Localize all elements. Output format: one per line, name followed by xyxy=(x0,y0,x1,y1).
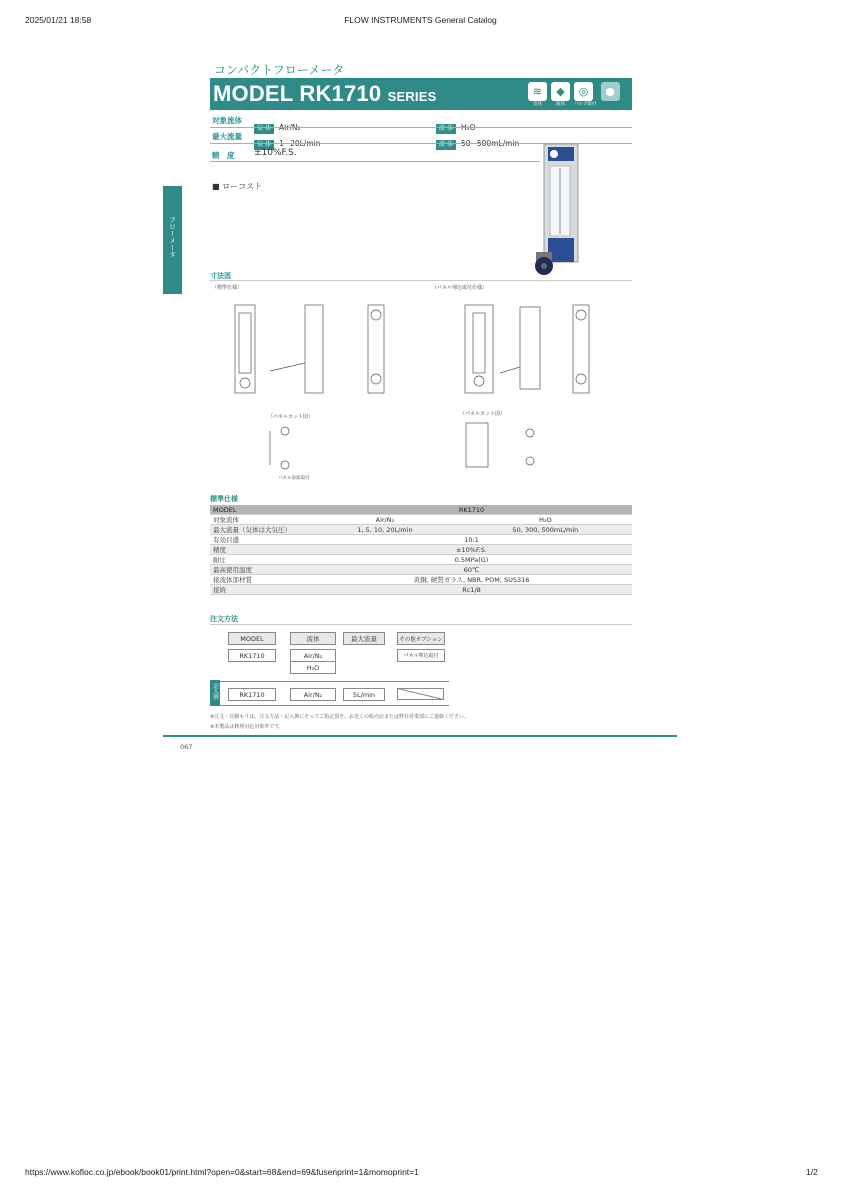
order-fluid-option-1: Air/N₂ xyxy=(290,649,336,662)
example-fluid: Air/N₂ xyxy=(290,688,336,701)
example-tag: 記入例 xyxy=(210,680,220,706)
table-row: 対象流体 Air/N₂ H₂O xyxy=(210,515,632,525)
page-number: 067 xyxy=(180,743,193,751)
order-header-flow: 最大流量 xyxy=(343,632,385,645)
gas-fluid: Air/N₂ xyxy=(279,123,301,132)
order-note-1: ※注文・見積もりは、注文方法・記入例にそってご指定頂き、お近くの販売店または弊社営業部にご連絡ください。 xyxy=(210,714,469,720)
side-tab-label: フローメータ xyxy=(168,216,177,258)
table-row: 耐圧 0.5MPa(G) xyxy=(210,555,632,565)
order-note-2: ※本製品は修理対応対象外です。 xyxy=(210,724,284,730)
order-header-model: MODEL xyxy=(228,632,276,645)
table-row: MODEL RK1710 xyxy=(210,505,632,515)
table-row: 有効目盛 10:1 xyxy=(210,535,632,545)
divider xyxy=(210,161,540,162)
option-icon: ● xyxy=(601,82,620,101)
max-flow-label: 最大流量 xyxy=(212,132,242,141)
side-tab[interactable] xyxy=(163,186,182,294)
fluid-label: 対象流体 xyxy=(212,116,242,125)
divider xyxy=(210,127,632,128)
divider xyxy=(220,681,449,682)
table-row: 最高使用温度 60℃ xyxy=(210,565,632,575)
accuracy-value: ±10%F.S. xyxy=(254,148,297,158)
std-spec-table xyxy=(210,505,632,595)
order-model-value: RK1710 xyxy=(228,649,276,662)
example-model: RK1710 xyxy=(228,688,276,701)
liquid-fluid: H₂O xyxy=(461,123,476,132)
model-banner xyxy=(210,78,632,110)
gas-flow: 1~20L/min xyxy=(279,139,321,148)
order-header-fluid: 流体 xyxy=(290,632,336,645)
example-option-empty xyxy=(397,688,445,701)
print-date: 2025/01/21 18:58 xyxy=(25,15,92,25)
liquid-tag: 液 体 xyxy=(436,124,456,134)
dimension-drawings xyxy=(210,293,635,488)
gas-tag: 気 体 xyxy=(254,124,274,134)
liquid-flow: 50~500mL/min xyxy=(461,139,520,148)
divider xyxy=(210,280,632,281)
liquid-tag-2: 液 体 xyxy=(436,140,456,150)
footer-rule xyxy=(163,735,677,737)
gas-icon: ≋ xyxy=(528,82,547,101)
valve-icon: ◎ xyxy=(574,82,593,101)
accuracy-label: 精 度 xyxy=(212,151,235,160)
std-spec-title: 標準仕様 xyxy=(210,495,238,503)
order-title: 注文方法 xyxy=(210,615,238,623)
liquid-icon: ◆ xyxy=(551,82,570,101)
model-suffix: SERIES xyxy=(387,89,437,104)
feature-icons: ≋ 気体 ◆ 液体 ◎ バルブ取付 ● xyxy=(528,82,620,107)
table-row: 最大流量（気体は大気圧） 1, 5, 10, 20L/min 50, 300, 500mL/min xyxy=(210,525,632,535)
divider xyxy=(210,624,632,625)
model-name: MODEL RK1710 xyxy=(213,81,382,106)
dim-standard-label: （標準仕様） xyxy=(212,285,243,291)
divider xyxy=(220,705,449,706)
table-row: 接流体部材質 黄銅, 硬質ガラス, NBR, POM, SUS316 xyxy=(210,575,632,585)
order-option-value: パネル埋込取付 xyxy=(397,649,445,662)
dimension-title: 寸法図 xyxy=(210,272,231,280)
note-std: パネル表面取付 xyxy=(278,476,310,481)
table-row: 精度 ±10%F.S. xyxy=(210,545,632,555)
order-fluid-option-2: H₂O xyxy=(290,661,336,674)
table-row: 接続 Rc1/8 xyxy=(210,585,632,595)
print-url[interactable]: https://www.kofloc.co.jp/ebook/book01/print.html?open=0&start=68&end=69&fusenprint=1&momoprint=1 xyxy=(25,1167,419,1177)
print-page-count: 1/2 xyxy=(806,1167,818,1177)
order-header-option: その他オプション xyxy=(397,632,445,645)
feature-bullet: ■ ローコスト xyxy=(212,182,263,191)
category-title: コンパクトフローメータ xyxy=(214,63,345,77)
print-title: FLOW INSTRUMENTS General Catalog xyxy=(344,15,497,25)
panel-cut-1: （パネルカット図） xyxy=(268,414,313,420)
dim-panel-label: （パネル埋込取付仕様） xyxy=(432,285,488,291)
example-flow: 5L/min xyxy=(343,688,385,701)
panel-cut-2: （パネルカット図） xyxy=(460,411,505,417)
gas-tag-2: 気 体 xyxy=(254,140,274,150)
product-image xyxy=(530,142,585,280)
